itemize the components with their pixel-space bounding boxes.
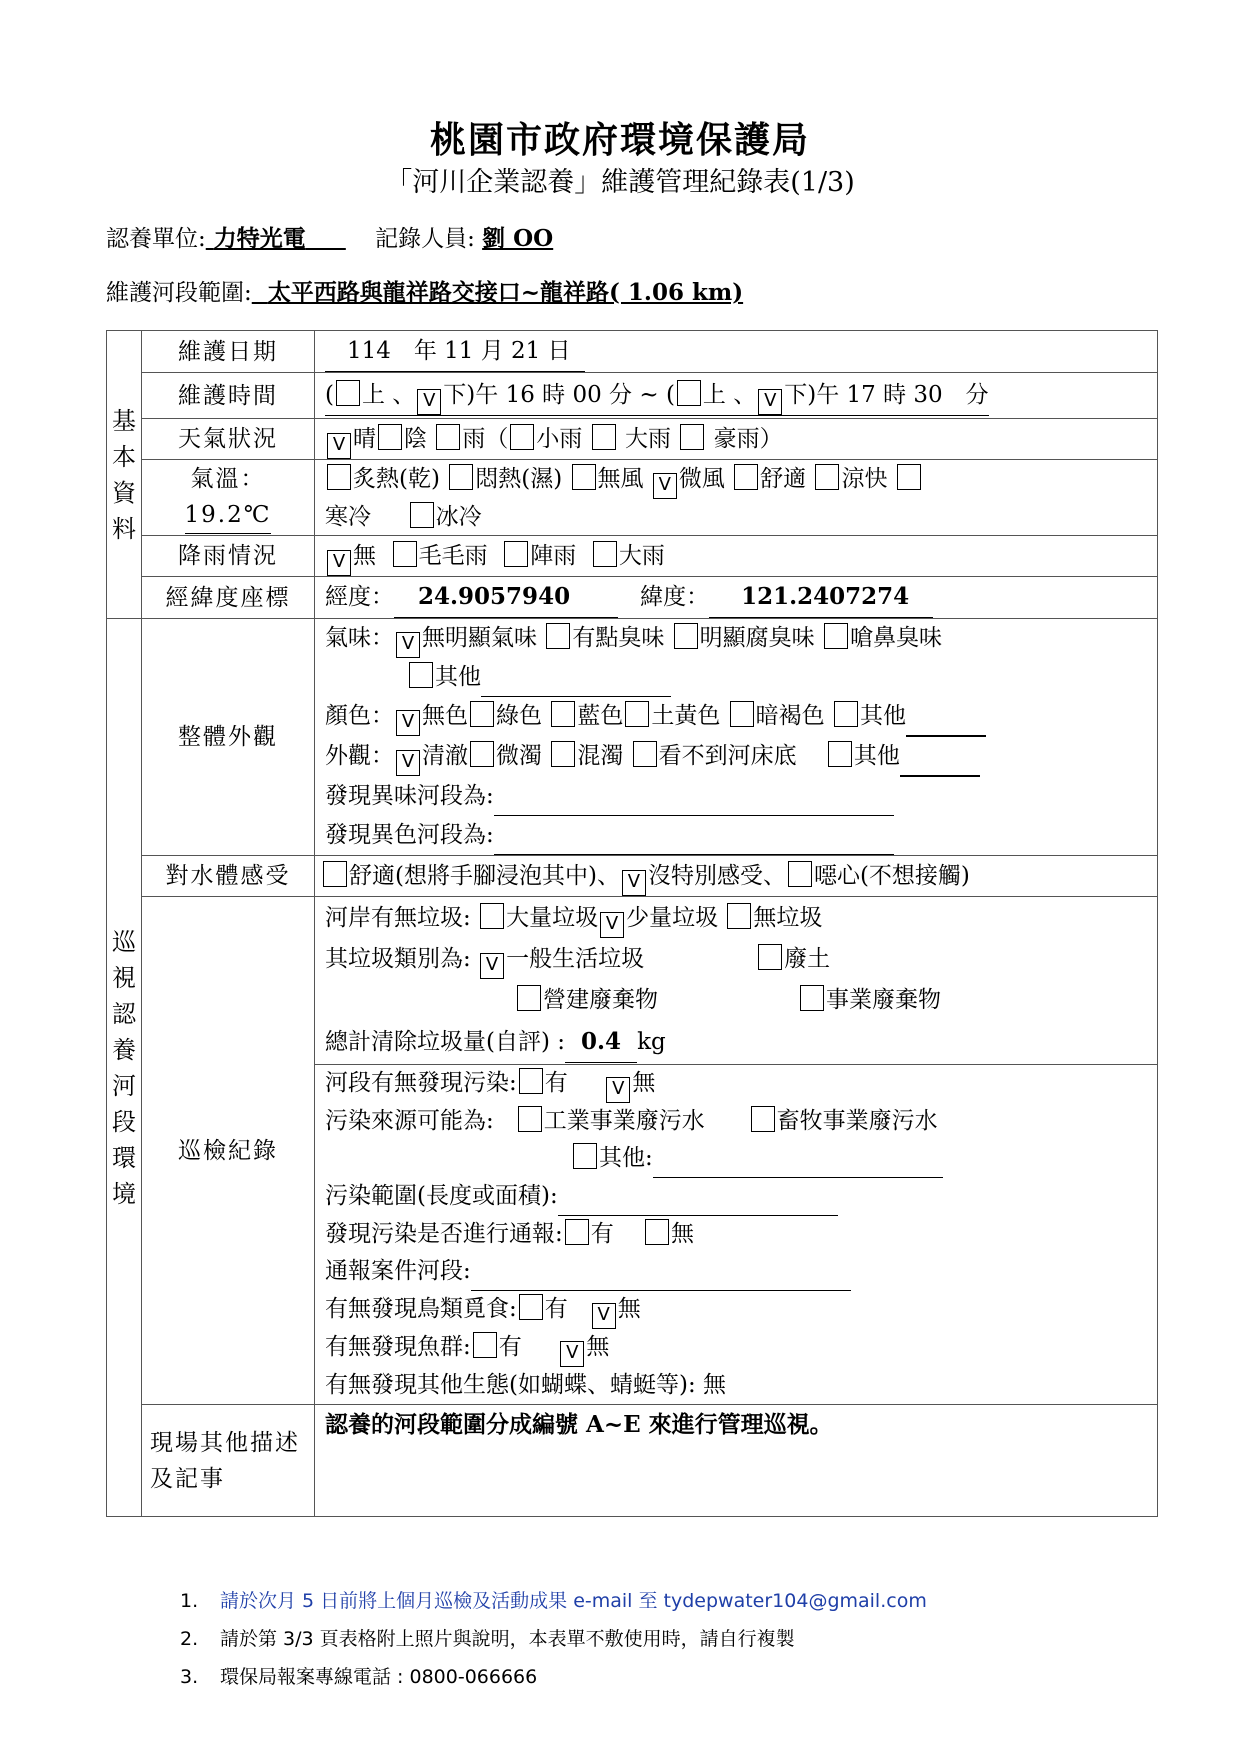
checkbox[interactable] [645, 1219, 669, 1245]
checkbox-checked[interactable]: V [653, 473, 677, 499]
garbage-field: 河岸有無垃圾: 大量垃圾 V 少量垃圾 無垃圾 其垃圾類別為: V 一般生活垃圾 廢土 營建廢棄物 事業廢棄物 總計清除垃圾量(自評) : 0.4 kg [315, 897, 1158, 1065]
feel-label: 對水體感受 [142, 856, 315, 897]
footnotes [180, 1582, 927, 1696]
checkbox[interactable] [480, 903, 504, 929]
checkbox[interactable] [546, 623, 570, 649]
record-label: 巡檢紀錄 [142, 897, 315, 1405]
checkbox[interactable] [519, 1294, 543, 1320]
checkbox[interactable] [572, 464, 596, 490]
checkbox[interactable] [517, 985, 541, 1011]
weather-options: V 晴 陰 雨（ 小雨 大雨 豪雨） [315, 419, 1158, 460]
checkbox[interactable] [565, 1219, 589, 1245]
checkbox[interactable] [828, 741, 852, 767]
range-value[interactable]: 太平西路與龍祥路交接口~龍祥路( 1.06 km) [267, 279, 744, 306]
coord-label: 經緯度座標 [142, 577, 315, 619]
time-label: 維護時間 [142, 373, 315, 419]
checkbox[interactable] [336, 380, 360, 406]
checkbox[interactable] [834, 701, 858, 727]
header-unit-row [106, 220, 553, 253]
basic-section-label: 基 本 資 料 [107, 331, 142, 619]
checkbox[interactable] [674, 623, 698, 649]
appearance-field: 氣味： V 無明顯氣味 有點臭味 明顯腐臭味 嗆鼻臭味 其他 顏色： V 無色 綠色 藍色 土黃色 暗褐色 其他 外觀： V 清澈 微濁 混濁 看不到河床底 其他 發現異味河段為: 發現異色河段為: [315, 619, 1158, 856]
checkbox[interactable] [504, 541, 528, 567]
checkbox[interactable] [677, 380, 701, 406]
checkbox[interactable] [436, 424, 460, 450]
checkbox-checked[interactable]: V [417, 389, 441, 415]
checkbox[interactable] [551, 701, 575, 727]
checkbox-checked[interactable]: V [396, 632, 420, 658]
checkbox[interactable] [573, 1143, 597, 1169]
coord-field[interactable]: 經度： 24.9057940 緯度： 121.2407274 [315, 577, 1158, 619]
range-label: 維護河段範圍: [106, 280, 252, 306]
pollution-range-field[interactable] [558, 1178, 838, 1216]
checkbox[interactable] [470, 741, 494, 767]
recorder-value[interactable]: 劉 OO [482, 225, 554, 252]
date-field[interactable]: 114 年 11 月 21 日 [315, 331, 1158, 373]
checkbox-checked[interactable]: V [396, 750, 420, 776]
pollution-field: 河段有無發現污染: 有 V 無 污染來源可能為: 工業事業廢污水 畜牧事業廢污水 其他: 污染範圍(長度或面積): 發現污染是否進行通報: 有 無 通報案件河段: 有無發現鳥類覓食: 有 V 無 有無發現魚群: 有 V 無 有無發現其他生態(如蝴蝶、蜻蜓等): 無 [315, 1065, 1158, 1405]
checkbox-checked[interactable]: V [622, 870, 646, 896]
footnote-email-link[interactable]: 請於次月 5 日前將上個月巡檢及活動成果 e-mail 至 tydepwater104@gmail.com [220, 1590, 927, 1612]
checkbox-checked[interactable]: V [327, 433, 351, 459]
checkbox[interactable] [378, 424, 402, 450]
temp-label: 氣溫： 19.2℃ [142, 460, 315, 536]
checkbox[interactable] [470, 701, 494, 727]
temp-value[interactable]: 19.2℃ [185, 497, 272, 534]
header-range-row [106, 274, 743, 307]
checkbox-checked[interactable]: V [480, 953, 504, 979]
checkbox[interactable] [593, 541, 617, 567]
appearance-label: 整體外觀 [142, 619, 315, 856]
odd-color-field[interactable] [494, 816, 894, 855]
checkbox-checked[interactable]: V [600, 912, 624, 938]
recorder-label: 記錄人員: [375, 226, 475, 252]
feel-options: 舒適(想將手腳浸泡其中)、 V 沒特別感受、 噁心(不想接觸) [315, 856, 1158, 897]
checkbox[interactable] [727, 903, 751, 929]
record-table [106, 330, 1158, 1517]
notes-label: 現場其他描述及記事 [142, 1405, 315, 1517]
checkbox[interactable] [633, 741, 657, 767]
time-field[interactable]: ( 上 、 V 下)午 16 時 00 分 ~ ( 上 、 V 下)午 17 時 30 分 [315, 373, 1158, 419]
garbage-total-field[interactable]: 0.4 [565, 1021, 637, 1063]
rain-label: 降雨情況 [142, 536, 315, 577]
checkbox[interactable] [758, 944, 782, 970]
checkbox[interactable] [519, 1068, 543, 1094]
unit-label: 認養單位: [106, 226, 206, 252]
checkbox[interactable] [410, 502, 434, 528]
checkbox[interactable] [323, 861, 347, 887]
checkbox-checked[interactable]: V [396, 710, 420, 736]
checkbox[interactable] [734, 464, 758, 490]
checkbox[interactable] [625, 701, 649, 727]
checkbox[interactable] [518, 1106, 542, 1132]
checkbox[interactable] [788, 861, 812, 887]
form-subtitle: 「河川企業認養」維護管理紀錄表(1/3) [385, 167, 855, 198]
checkbox-checked[interactable]: V [606, 1077, 630, 1103]
checkbox[interactable] [592, 424, 616, 450]
footnote-item: 2. 請於第 3/3 頁表格附上照片與說明，本表單不敷使用時，請自行複製 [180, 1628, 795, 1650]
weather-label: 天氣狀況 [142, 419, 315, 460]
checkbox[interactable] [551, 741, 575, 767]
rain-options: V 無 毛毛雨 陣雨 大雨 [315, 536, 1158, 577]
checkbox[interactable] [680, 424, 704, 450]
notes-field[interactable]: 認養的河段範圍分成編號 A~E 來進行管理巡視。 [315, 1405, 1158, 1517]
checkbox[interactable] [751, 1106, 775, 1132]
checkbox-checked[interactable]: V [327, 550, 351, 576]
checkbox-checked[interactable]: V [560, 1341, 584, 1367]
checkbox[interactable] [510, 424, 534, 450]
checkbox[interactable] [824, 623, 848, 649]
checkbox[interactable] [897, 464, 921, 490]
date-label: 維護日期 [142, 331, 315, 373]
checkbox-checked[interactable]: V [592, 1303, 616, 1329]
footnote-item: 1. 請於次月 5 日前將上個月巡檢及活動成果 e-mail 至 tydepwater104@gmail.com [180, 1590, 927, 1612]
checkbox[interactable] [327, 464, 351, 490]
odd-smell-field[interactable] [494, 777, 894, 816]
checkbox[interactable] [393, 541, 417, 567]
footnote-item: 3. 環保局報案專線電話 : 0800-066666 [180, 1666, 538, 1688]
checkbox[interactable] [409, 662, 433, 688]
agency-title: 桃園市政府環境保護局 [429, 119, 810, 161]
checkbox[interactable] [815, 464, 839, 490]
checkbox[interactable] [800, 985, 824, 1011]
case-field[interactable] [471, 1253, 851, 1291]
checkbox[interactable] [730, 701, 754, 727]
temp-options: 炙熱(乾) 悶熱(濕) 無風 V 微風 舒適 涼快 寒冷 冰冷 [315, 460, 1158, 536]
checkbox[interactable] [449, 464, 473, 490]
patrol-section-label: 巡 視 認 養 河 段 環 境 [107, 619, 142, 1517]
checkbox[interactable] [473, 1332, 497, 1358]
checkbox-checked[interactable]: V [758, 389, 782, 415]
unit-value[interactable]: 力特光電 [213, 225, 306, 252]
